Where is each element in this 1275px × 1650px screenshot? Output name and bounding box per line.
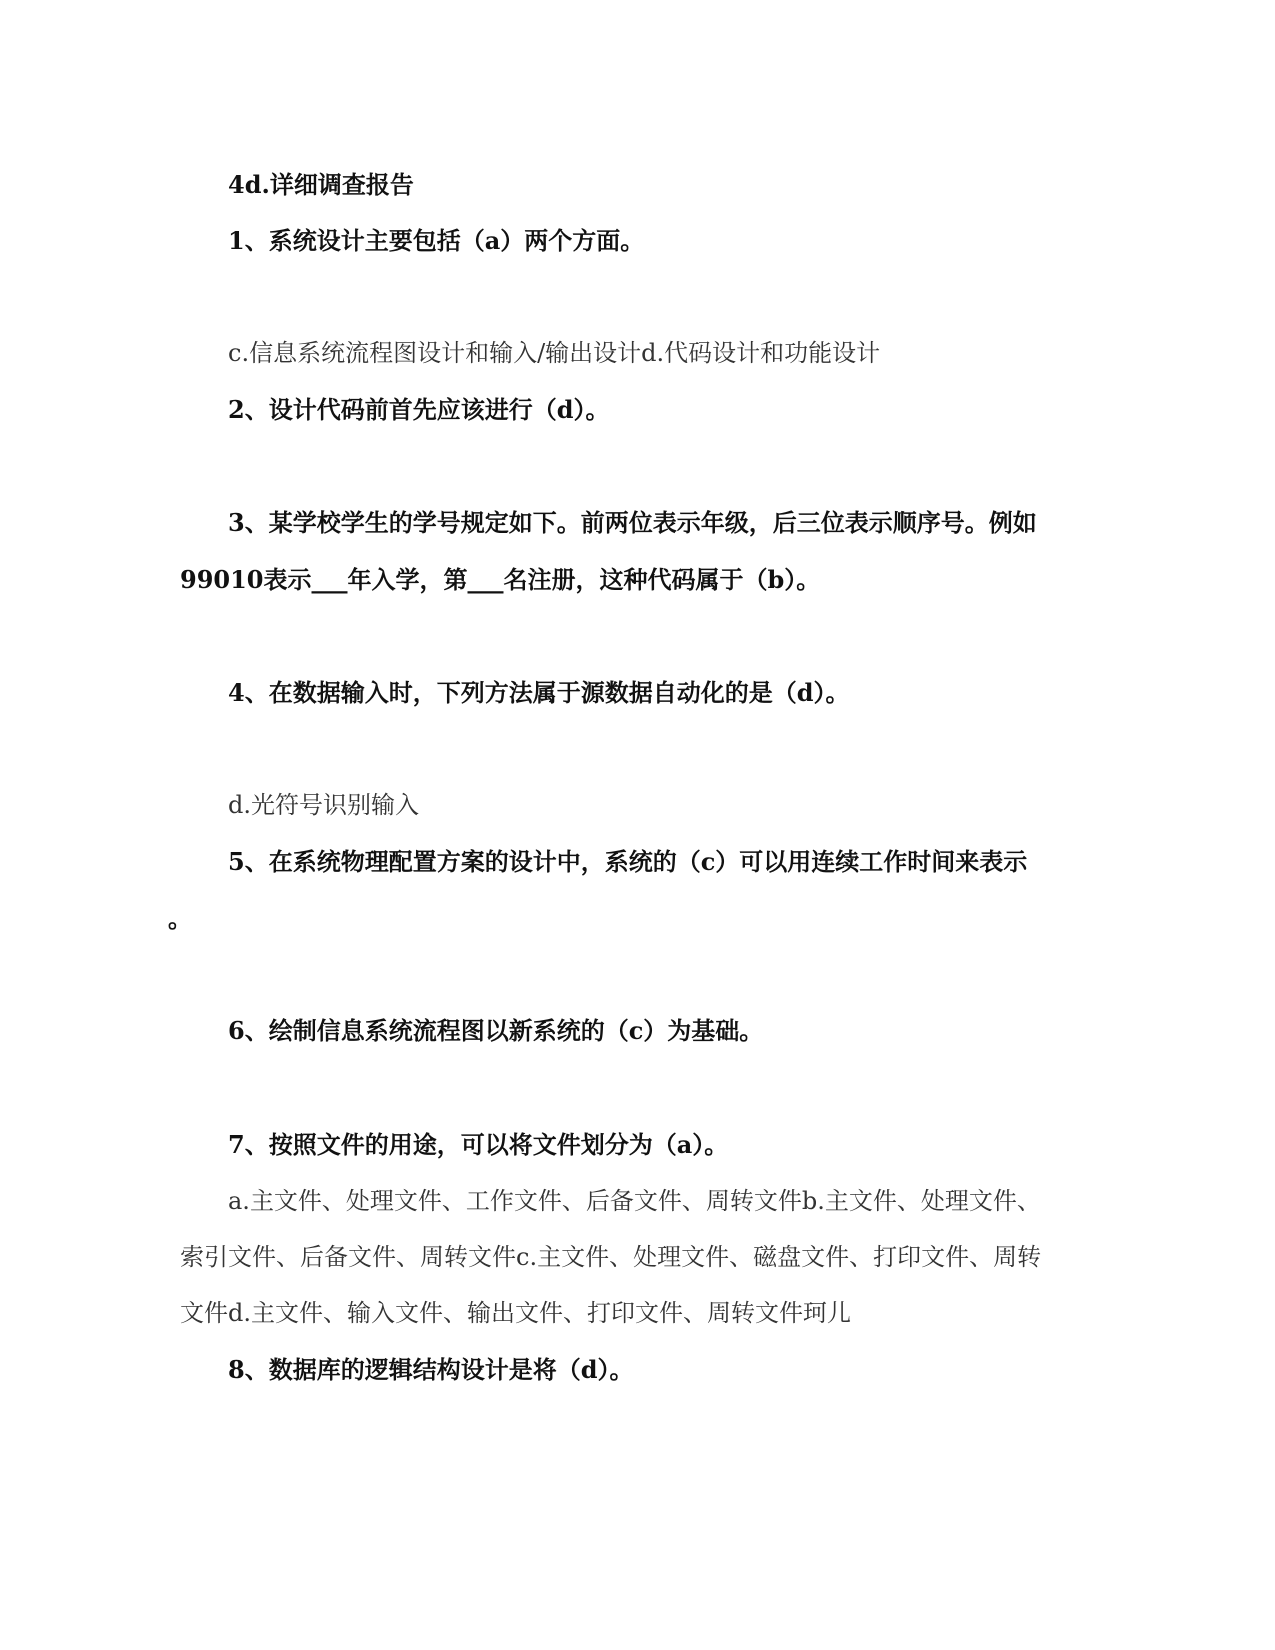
question-4-option: d.光符号识别输入 [228,791,419,819]
question-1: 1、系统设计主要包括（a）两个方面。 [228,226,645,255]
question-6: 6、绘制信息系统流程图以新系统的（c）为基础。 [228,1016,764,1045]
question-1-options: c.信息系统流程图设计和输入/输出设计d.代码设计和功能设计 [228,339,881,367]
question-4: 4、在数据输入时，下列方法属于源数据自动化的是（d）。 [228,678,850,707]
question-8: 8、数据库的逻辑结构设计是将（d）。 [228,1355,634,1384]
question-2: 2、设计代码前首先应该进行（d）。 [228,395,610,424]
question-3-line-1: 3、某学校学生的学号规定如下。前两位表示年级，后三位表示顺序号。例如 [228,508,1037,537]
question-7-options-line-3: 文件d.主文件、输入文件、输出文件、打印文件、周转文件珂儿 [180,1299,851,1327]
question-7-options-line-1: a.主文件、处理文件、工作文件、后备文件、周转文件b.主文件、处理文件、 [228,1187,1041,1215]
section-heading: 4d.详细调查报告 [228,170,414,199]
question-5-line-2: 。 [168,904,192,933]
question-7-options-line-2: 索引文件、后备文件、周转文件c.主文件、处理文件、磁盘文件、打印文件、周转 [180,1243,1042,1271]
question-5-line-1: 5、在系统物理配置方案的设计中，系统的（c）可以用连续工作时间来表示 [228,847,1028,876]
question-3-line-2: 99010表示___年入学，第___名注册，这种代码属于（b）。 [180,565,821,594]
question-7: 7、按照文件的用途，可以将文件划分为（a）。 [228,1130,729,1159]
